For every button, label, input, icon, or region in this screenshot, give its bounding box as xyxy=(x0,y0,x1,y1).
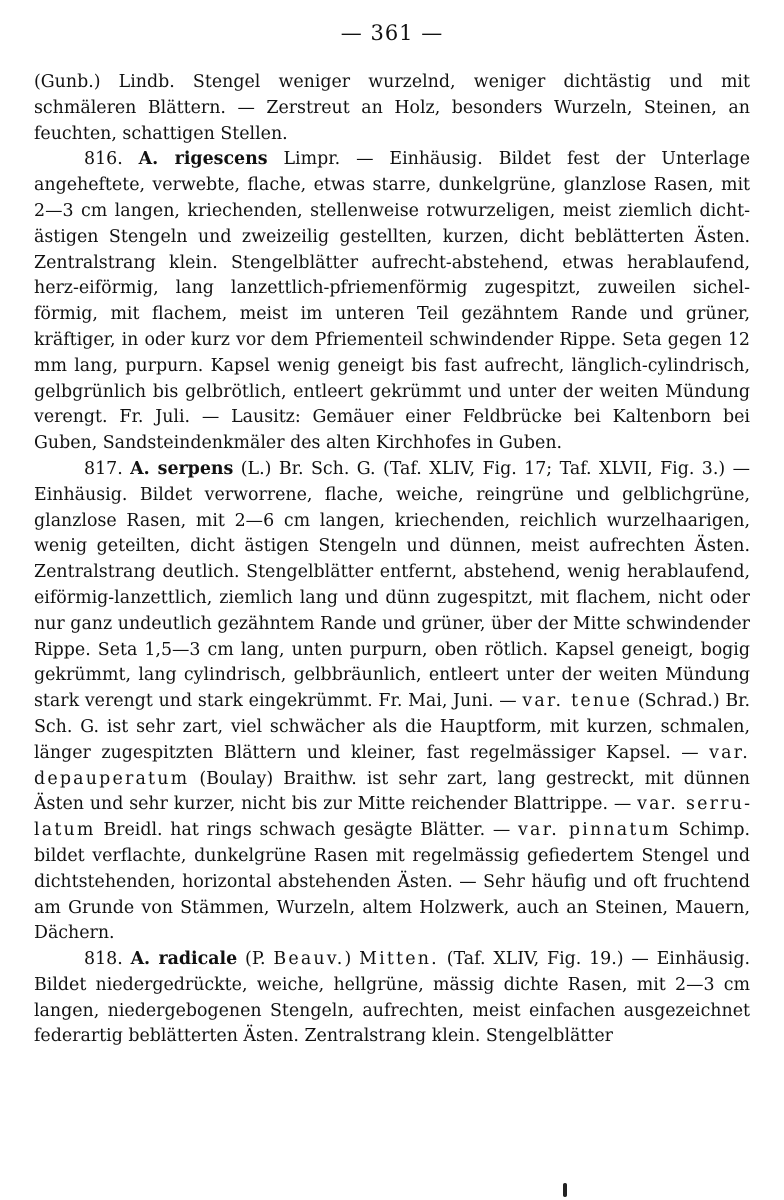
spaced-term: Beauv. xyxy=(273,949,345,970)
text-segment: 817. xyxy=(84,458,131,479)
text-segment: (L.) Br. Sch. G. (Taf. XLIV, Fig. 17; Taf. XLVII, Fig. 3.) — Einhäusig. Bildet verworrene, flache, weiche, reingrüne und gelblichgrüne, glanzlose Rasen, mit 2—6 cm langen, kriechenden, reichlich wurzelhaarigen, wenig geteilten, dicht ästigen Stengeln und dünnen, meist aufrechten Ästen. Zentralstrang deutlich. Stengelblätter entfernt, abstehend, wenig herablaufend, eiförmig-lanzettlich, ziemlich lang und dünn zugespitzt, mit flachem, nicht oder nur ganz undeutlich gezähntem Rande und grüner, über der Mitte schwindender Rippe. Seta 1,5—3 cm lang, unten purpurn, oben rötlich. Kapsel geneigt, bogig gekrümmt, lang cylindrisch, gelbbräunlich, entleert unter der weiten Mündung stark verengt und stark eingekrümmt. Fr. Mai, Juni. — xyxy=(34,458,751,712)
species-name: A. radicale xyxy=(130,949,238,970)
text-segment: (Gunb.) Lindb. Stengel weniger wurzelnd, weniger dichtästig und mit schmäleren Blättern. — Zerstreut an Holz, besonders Wurzeln, Steinen, an feuchten, schattigen Stellen. xyxy=(34,72,750,144)
text-segment: (Boulay) Braithw. ist sehr zart, lang gestreckt, mit dünnen Ästen und sehr kurzer, nicht bis zur Mitte reichender Blattrippe. — xyxy=(34,768,750,815)
paragraph-p816 xyxy=(34,147,750,457)
spaced-term: var. tenue xyxy=(522,691,633,712)
spaced-term: var. pinnatum xyxy=(518,820,671,841)
paragraph-p818 xyxy=(34,947,750,1050)
book-page xyxy=(34,14,750,1050)
species-name: A. rigescens xyxy=(138,149,268,170)
text-segment: ) xyxy=(344,949,360,970)
text-segment: Schimp. bildet verflachte, dunkelgrüne Rasen mit regelmässig gefiedertem Stengel und dichtstehenden, horizontal abstehenden Ästen. — Sehr häufig und oft fruchtend am Grunde von Stämmen, Wurzeln, altem Holzwerk, auch an Steinen, Mauern, Dächern. xyxy=(34,820,750,944)
text-segment: 816. xyxy=(84,149,139,170)
species-name: A. serpens xyxy=(130,458,234,479)
ink-mark xyxy=(563,1183,567,1197)
spaced-term: var. depauperatum xyxy=(34,742,750,789)
paragraph-p0 xyxy=(34,70,750,147)
paragraph-p817 xyxy=(34,457,750,947)
text-segment: 818. xyxy=(84,949,131,970)
page-number: — 361 — xyxy=(340,21,444,45)
spaced-term: Mitten. xyxy=(359,949,439,970)
spaced-term: var. serrulatum xyxy=(34,794,750,841)
text-segment: (Taf. XLIV, Fig. 19.) — Einhäusig. Bildet niedergedrückte, weiche, hellgrüne, mässig dichte Rasen, mit 2—3 cm langen, niedergebogenen Stengeln, aufrechten, meist einfachen ausgezeichnet federartig beblätterten Ästen. Zentralstrang klein. Stengelblätter xyxy=(34,949,750,1047)
text-segment: Limpr. — Einhäusig. Bildet fest der Unterlage angeheftete, verwebte, flache, etwas starre, dunkelgrüne, glanzlose Rasen, mit 2—3 cm langen, kriechenden, stellenweise rotwurzeligen, meist ziemlich dichtästigen Stengeln und zweizeilig gestellten, kurzen, dicht beblätterten Ästen. Zentralstrang klein. Stengelblätter aufrecht-abstehend, etwas herablaufend, herz-eiförmig, lang lanzettlich-pfriemenförmig zugespitzt, zuweilen sichelförmig, mit flachem, meist im unteren Teil gezähntem Rande und grüner, kräftiger, in oder kurz vor dem Pfriementeil schwindender Rippe. Seta gegen 12 mm lang, purpurn. Kapsel wenig geneigt bis fast aufrecht, länglich-cylindrisch, gelbgrünlich bis gelbrötlich, entleert gekrümmt und unter der weiten Mündung verengt. Fr. Juli. — Lausitz: Gemäuer einer Feldbrücke bei Kaltenborn bei Guben, Sandsteindenkmäler des alten Kirchhofes in Guben. xyxy=(34,149,750,454)
text-body xyxy=(34,70,750,1050)
text-segment: (P. xyxy=(237,949,274,970)
text-segment: Breidl. hat rings schwach gesägte Blätter. — xyxy=(95,820,519,841)
text-segment: (Schrad.) Br. Sch. G. ist sehr zart, viel schwächer als die Hauptform, mit kurzen, schmalen, länger zugespitzten Blättern und kleiner, fast regelmässiger Kapsel. — xyxy=(34,691,751,763)
